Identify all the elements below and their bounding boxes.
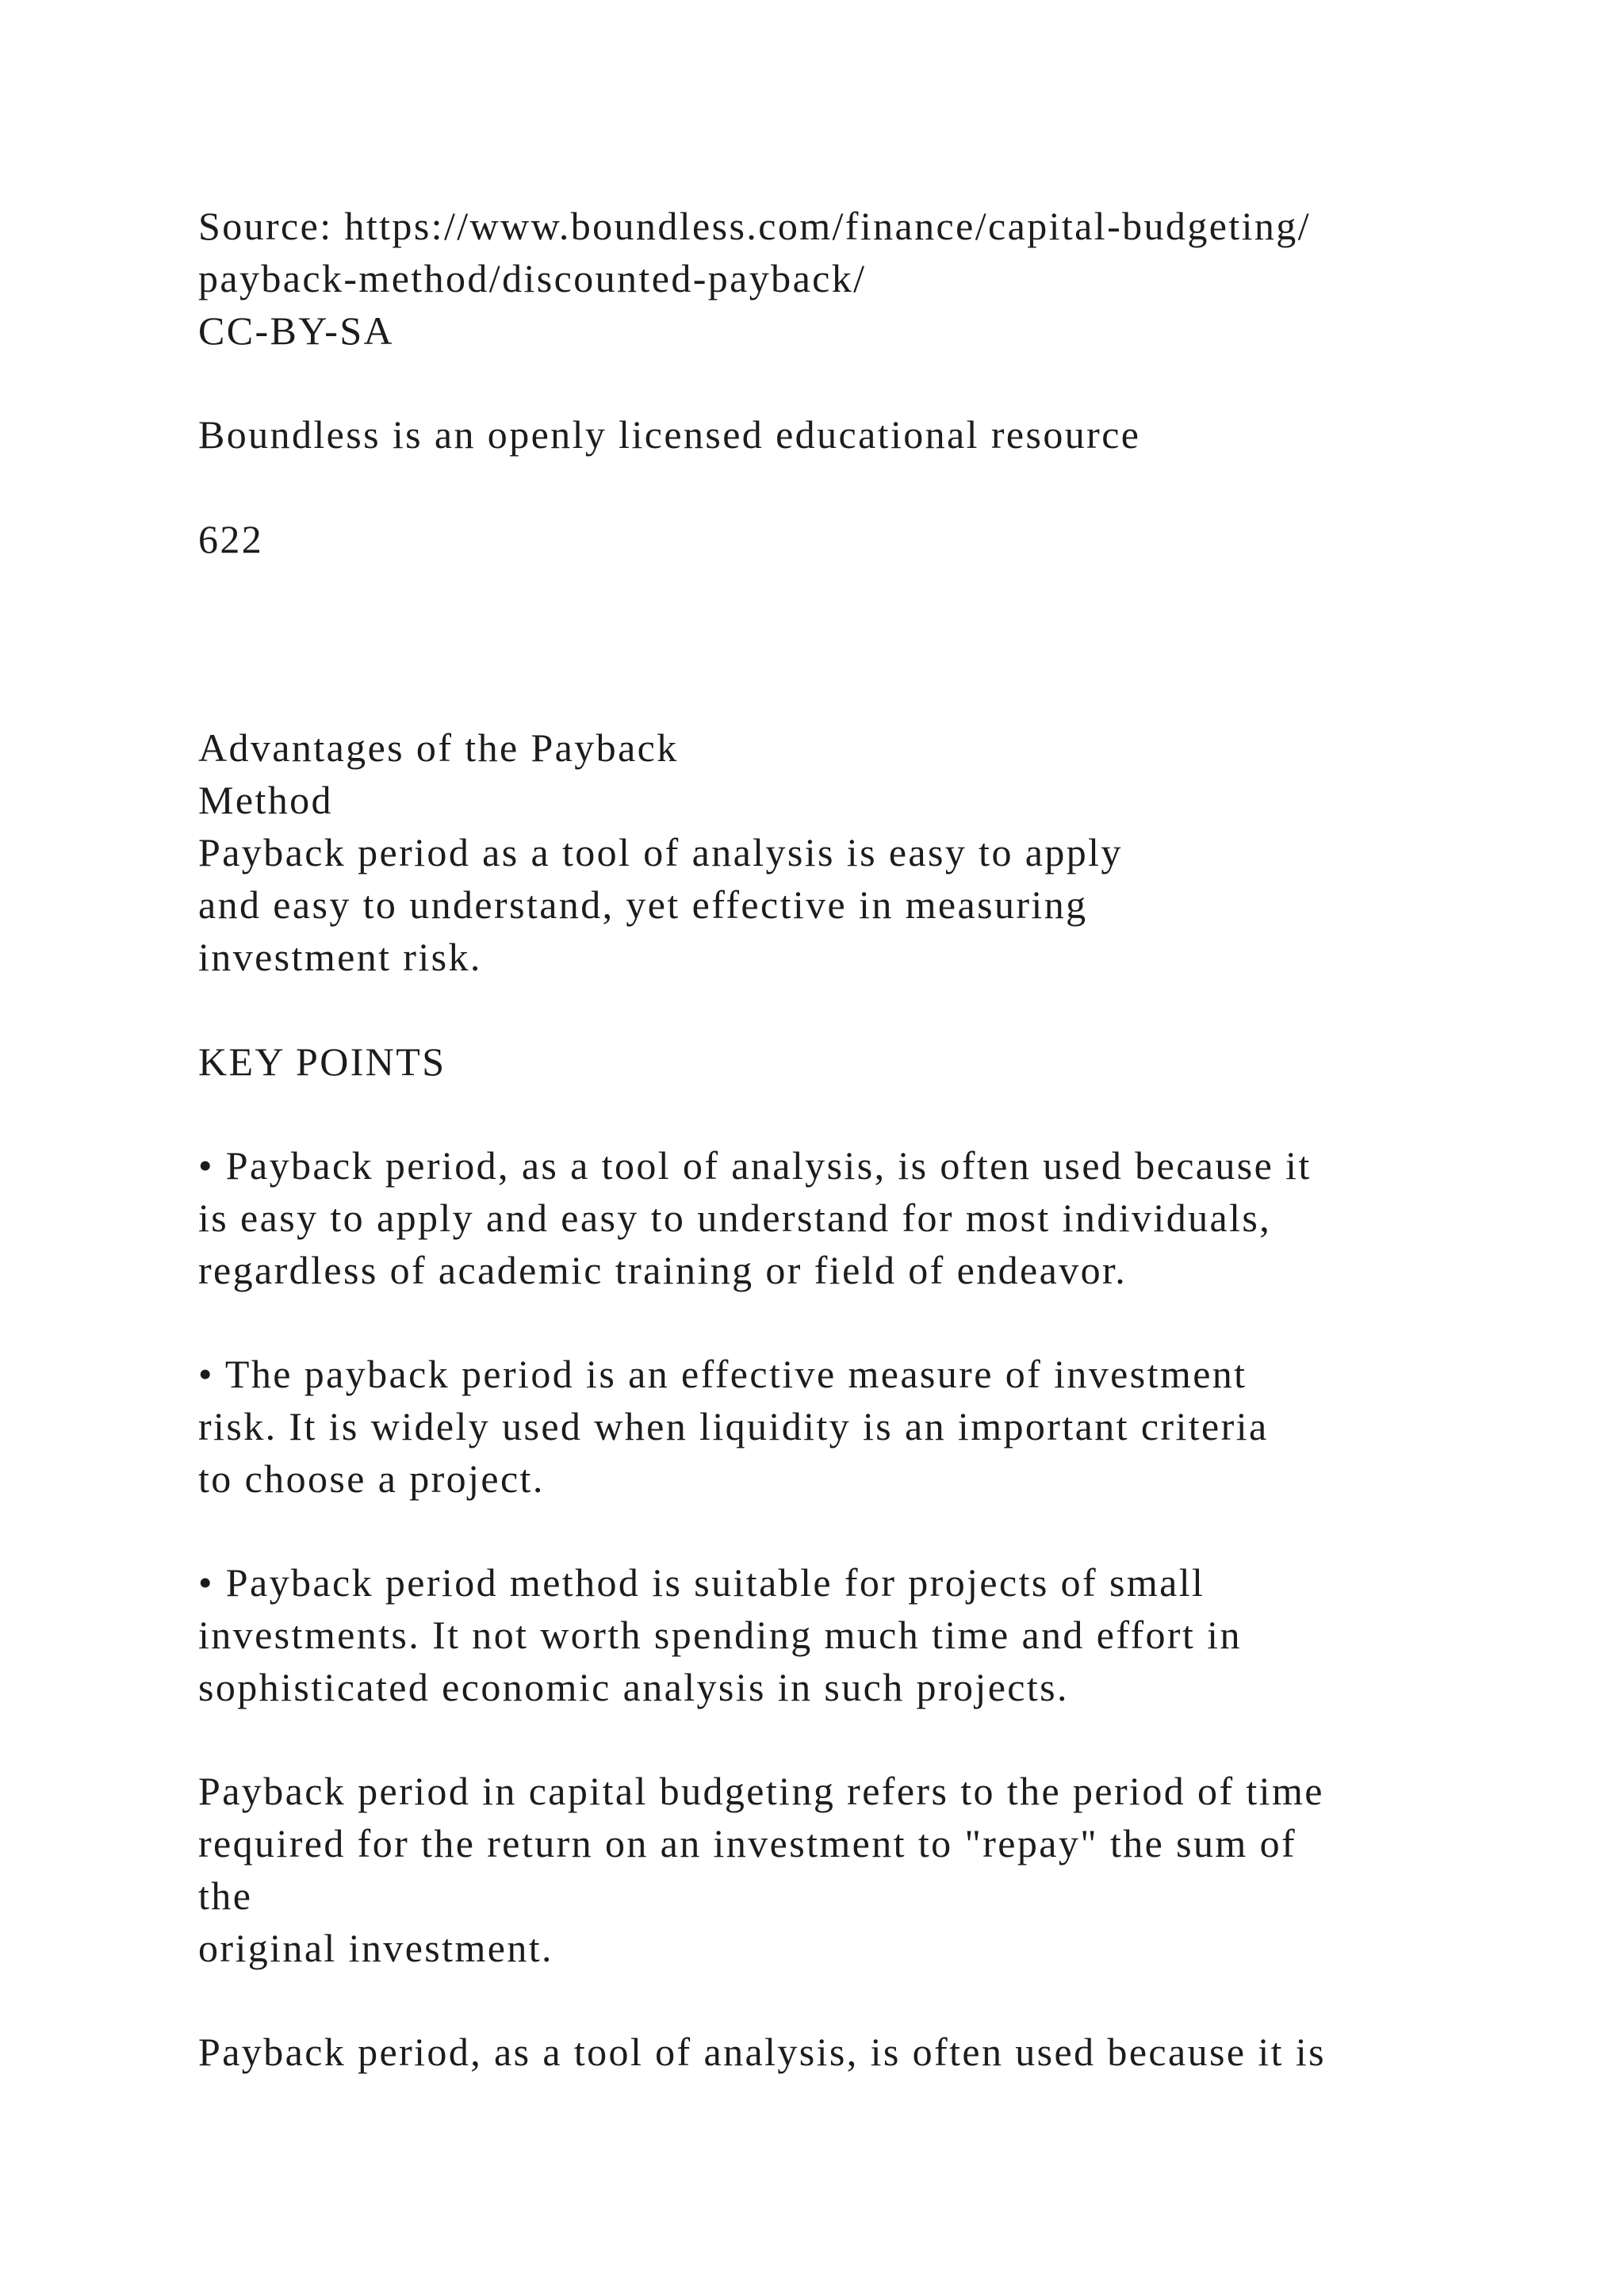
source-url-line-2: payback-method/discounted-payback/ xyxy=(198,256,867,300)
key-point-line: • Payback period method is suitable for projects of small xyxy=(198,1560,1205,1605)
key-point-line: to choose a project. xyxy=(198,1456,545,1501)
section-title-line-1: Advantages of the Payback xyxy=(198,725,679,770)
key-point-line: sophisticated economic analysis in such projects. xyxy=(198,1665,1069,1709)
key-point-line: is easy to apply and easy to understand for most individuals, xyxy=(198,1196,1272,1240)
key-point-line: • Payback period, as a tool of analysis, is often used because it xyxy=(198,1143,1312,1188)
key-point-line: risk. It is widely used when liquidity is an important criteria xyxy=(198,1404,1269,1448)
paragraph-line: original investment. xyxy=(198,1926,553,1970)
license-label: CC-BY-SA xyxy=(198,308,395,353)
paragraph-line: the xyxy=(198,1873,253,1918)
paragraph-line: required for the return on an investment to "repay" the sum of xyxy=(198,1821,1297,1866)
section-title-line-2: Method xyxy=(198,778,333,822)
resource-note: Boundless is an openly licensed educational resource xyxy=(198,412,1141,457)
key-points-heading: KEY POINTS xyxy=(198,1039,446,1084)
summary-line: investment risk. xyxy=(198,935,482,979)
paragraph-line: Payback period, as a tool of analysis, is often used because it is xyxy=(198,2030,1326,2074)
summary-line: and easy to understand, yet effective in measuring xyxy=(198,882,1088,927)
page-number: 622 xyxy=(198,517,264,561)
source-url-line-1: Source: https://www.boundless.com/finance/capital-budgeting/ xyxy=(198,204,1311,248)
key-point-line: • The payback period is an effective measure of investment xyxy=(198,1352,1247,1396)
key-point-line: investments. It not worth spending much time and effort in xyxy=(198,1613,1242,1657)
paragraph-line: Payback period in capital budgeting refers to the period of time xyxy=(198,1769,1324,1813)
key-point-line: regardless of academic training or field of endeavor. xyxy=(198,1248,1128,1292)
summary-line: Payback period as a tool of analysis is easy to apply xyxy=(198,830,1123,874)
